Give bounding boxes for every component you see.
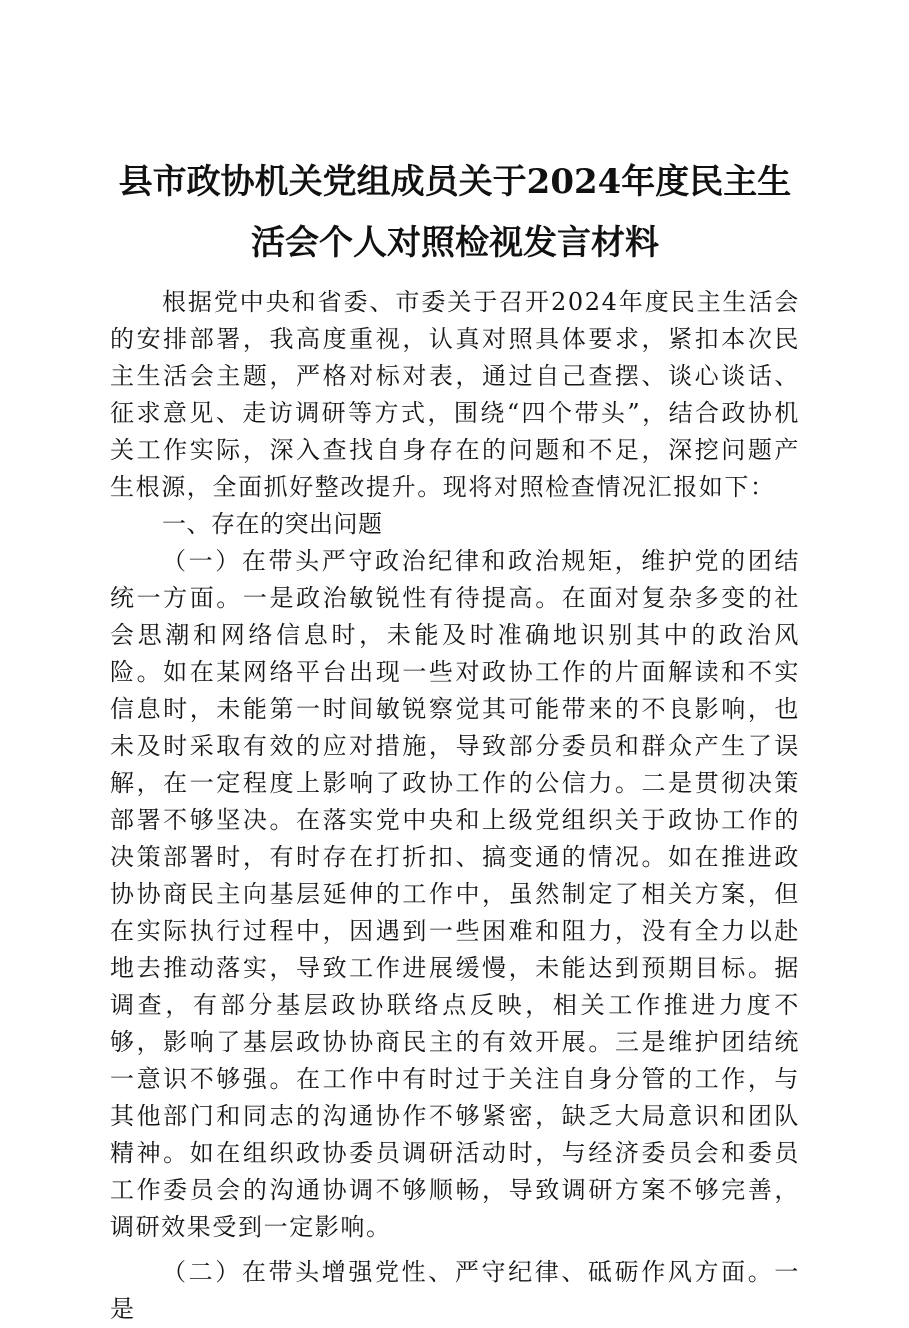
section-heading-problems: 一、存在的突出问题 [162, 510, 383, 538]
document-body [110, 284, 800, 1328]
intro-paragraph: 根据党中央和省委、市委关于召开2024年度民主生活会的安排部署，我高度重视，认真对照具体要求，紧扣本次民主生活会主题，严格对标对表，通过自己查摆、谈心谈话、征求意见、走访调研等方式，围绕“四个带头”，结合政协机关工作实际，深入查找自身存在的问题和不足，深挖问题产生根源，全面抓好整改提升。现将对照检查情况汇报如下： [110, 288, 800, 501]
item-one-paragraph: （一）在带头严守政治纪律和政治规矩，维护党的团结统一方面。一是政治敏锐性有待提高。在面对复杂多变的社会思潮和网络信息时，未能及时准确地识别其中的政治风险。如在某网络平台出现一些对政协工作的片面解读和不实信息时，未能第一时间敏锐察觉其可能带来的不良影响，也未及时采取有效的应对措施，导致部分委员和群众产生了误解，在一定程度上影响了政协工作的公信力。二是贯彻决策部署不够坚决。在落实党中央和上级党组织关于政协工作的决策部署时，有时存在打折扣、搞变通的情况。如在推进政协协商民主向基层延伸的工作中，虽然制定了相关方案，但在实际执行过程中，因遇到一些困难和阻力，没有全力以赴地去推动落实，导致工作进展缓慢，未能达到预期目标。据调查，有部分基层政协联络点反映，相关工作推进力度不够，影响了基层政协协商民主的有效开展。三是维护团结统一意识不够强。在工作中有时过于关注自身分管的工作，与其他部门和同志的沟通协作不够紧密，缺乏大局意识和团队精神。如在组织政协委员调研活动时，与经济委员会和委员工作委员会的沟通协调不够顺畅，导致调研方案不够完善，调研效果受到一定影响。 [110, 547, 800, 1241]
document-title-line-1: 县市政协机关党组成员关于2024年度民主生 [118, 162, 792, 202]
item-two-paragraph: （二）在带头增强党性、严守纪律、砥砺作风方面。一是 [110, 1258, 800, 1323]
document-title-line-2: 活会个人对照检视发言材料 [251, 223, 659, 263]
